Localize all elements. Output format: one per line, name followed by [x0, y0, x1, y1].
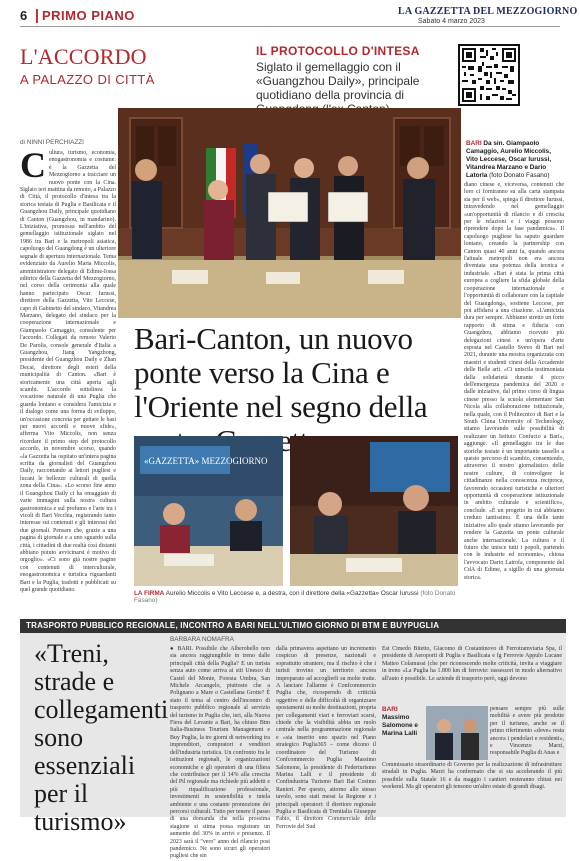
secondary-col-3: [382, 646, 562, 704]
subhead-title: IL PROTOCOLLO D'INTESA: [256, 44, 420, 58]
signing-caption-text: Aurelio Miccolis e Vito Leccese e, a destra, con il direttore della «Gazzetta» Oscar Iurussi: [165, 590, 419, 597]
secondary-col-3-text: Est Cimedo Bitetto, Giacomo di Costantinovo di Ferrotramviaria Spa, il presidente di Aeroporti di Puglia e Basilicata e fg Ferrovie Appulo Lucane Matteo Colamussi (che per riconoscendo molte criticità, invita a viaggiare in treno «La Puglia ha 1.800 km di ferrovie: rassessori in modo alternativo all'auto è possibile. Le aziende di trasporto però, oggi devono: [382, 646, 562, 682]
secondary-col-2: [276, 646, 376, 830]
secondary-col-1-text: ● BARI. Possibile che Alberobello non sia ancora raggiungibile in treno dalle principali città della Puglia? E un turista senza auto come arriva ai siti Unesco di Castel del Monte, Foresta Umbra, San Michele Arcangelo, piuttosto che a Polignano a Mare o Castellana Grotte? È stato il tema al centro dell'incontro di trasporto pubblico regionale al servizio del turismo in Puglia che, ieri, alla Nuova Fiera del Levante a Bari, ha chiuso Btm Italia-Business Tourism Management e Buy Puglia, la tre giorni di networking tra imprenditori, compratori e venditori dell'industria turistica. Un confronto fra le istituzioni regionali, le organizzazioni economiche e gli operatori di una filiera che contribuisce per il 14% alla crescita del Pil regionale ma richiede più addetti e più riqualificazione professionale, investimenti in sostenibilità e tutela ambiente e una costante promozione dei percorsi culturali. Tutto per tenere il passo di una domanda che nella prossima stagione si stima possa registrare un aumento del 30% in arrivi e presenze. Il 2023 sarà il "vero" anno del rilancio post pandemico. Ne sono sicuri gli operatori pugliesi che sin: [170, 646, 270, 860]
masthead: LA GAZZETTA DEL MEZZOGIORNO: [398, 6, 578, 17]
secondary-col-3c-text: Commissario straordinario di Governo per la realizzazione di infrastrutture stradali in Puglia. Marzi ha confermato che si sta accelerando il più possibile sulla Statale 16 e da maggio i cantieri resteranno chiusi nei weekend. Ma gli operatori gli tensono un'altro estate di grandi disagi.: [382, 762, 562, 791]
secondary-photo: [426, 706, 488, 760]
caption-text: Da sin. Giampaolo Camaggio, Aurelio Miccolis, Vito Leccese, Oscar Iurussi, Vitandrea Marzano e Dario Latorla: [466, 140, 552, 179]
caption-credit: (foto Donato Fasano): [489, 172, 550, 179]
article-col-right-text: diano cinese e, viceversa, contenuti che loro ci forniranno su alla carta stampata sia per il web», spiega il direttore Iurussi, intravedendo nel gemellaggio «un'opportunità di rilancio e di crescita per le relazioni e i viaggi possono riprendere dopo la fase pandemica». Il capoluogo pugliese ha saputo guardare lontano, creando la partnership con Canton quasi 40 anni fa, quando ancora l'attuale metropoli non era ancora diventata una potenza della tecnica e industriale. «Bari è stata la prima città europea a cogliere la sfida globale della cooperazione internazionale e l'opportunità di collaborare con la capitale del Guangdong», sostiene Leccese, per poi affidarsi a una citazione. «L'amicizia dura per sempre. Abbiamo stretto un forte rapporto di stima e fiducia con Guangzhou, abbiamo ricevuto più delegazioni cinesi e un'opera d'arte esposta nel Castello Svevo di Bari nel 2021, durante una mostra organizzata con maestri e studenti cinesi della Accademie delle Belle arti. «Ci uniscila testimoniata dalla solidarietà durante il picco dell'emergenza pandemica del 2020 e dalle iniziative, dal primo corso di lingua cinese presso la scuola elementare San Nicola alla collaborazione istituzionale, nella quale, con il Politecnico di Bari e la South China University of Technology, stiamo lavorando sulle possibilità di realizzare un Istituto Confucio a Bari», aggiunge. «Il gemellaggio tra le due storiche testate è un importante tassello a questo percorso di scambio, consentendo, attraverso il nostro giornalistico delle nostre culture, di coinvolgere le cittadinanze nella conoscenza reciproca, favorendo occasioni turistiche e ulteriori opportunità di cooperazione istituzionale in ambito culturale e scientifico», conclude. «È un progetto in cui abbiamo creduto tantissimo. È una delle tante iniziative allo quale stiamo lavorando per rendere la Gazzetta un ponte culturale anche internazionale. La cultura e il futuro che unisce tutti i popoli, partendo con le industrie ed economie», chiosa l'avvocato Dario Latrofa, componente del CdA di Edime, a sigillo di una giornata storica.: [464, 182, 564, 581]
secondary-photo-caption-text: Massimo Salomone e Marina Lalli: [382, 714, 418, 737]
header-divider: [36, 9, 38, 23]
qr-code-pattern: [460, 46, 518, 104]
dropcap: C: [20, 145, 46, 185]
article-col-right: [464, 182, 564, 584]
signing-photo-right: [290, 436, 458, 586]
main-photo-caption: [466, 140, 564, 180]
signing-caption: [134, 590, 464, 604]
secondary-photo-caption: [382, 706, 426, 738]
secondary-col-3c: [382, 762, 562, 814]
article-col-left-text: ultura, turismo, economia, enogastronomia e costume: è la Gazzetta del Mezzogiorno a tracciare un nuovo ponte con la Cina. Siglato ieri mattina da remoto, a Palazzo di Città, il protocollo d'intesa tra la storica testata di Puglia e Basilicata e il Guangzhou Daily, principale quotidiano di Canton (Guangzhou, in mandarino). L'iniziativa, promossa nell'ambito del gemellaggio istituzionale siglato nel 1986 tra Bari e la metropoli asiatica, capoluogo del Guangdong è un ulteriore segnale di apertura internazionale. Tema evidenziato da Aurelio Maria Miccolis, amministratore delegato di Edime-Iossa editrice della Gazzetta del Mezzogiorno, nel corso della cerimonia alla quale hanno partecipato Oscar Iurussi, direttore della Gazzetta, Vito Leccese, capo di Gabinetto del sindaco, Vitandrea Marzano, delegato del sindaco per la cooperazione internazionale e Giampaolo Camaggio, consulente per l'accordo. Collegati da remoto Valerio De Parolis, console generale d'Italia a Guangzhou, Jiang Yangzhong, presidente del Guangzhou Daily e Zhan Decai, direttore degli esteri della municipalità di Canton. «Bari è storicamente una città aperta agli scambi. L'accordo sottolinea la vocazione naturale di una Puglia che guarda lontano e considera l'amicizia e il dialogo come una forma di sviluppo, un'occasione concreta per gettare le basi per nuovi accordi e nuove sfide», afferma Vito Miccolis, non senza ricordare il primo step del protocollo accordo, in novembre scorso, quando «la Gazzetta ha ospitato un'intera pagina scritta da giornalisti del Guangzhou Daily, raccontando ai lettori pugliesi e lucani le bellezze culturali di quella zona della Cina». «Lo scorso fine anno il Guangzhou Daily ci ha omaggiato di varie immagini sulla nostra cultura gastronomica e sul profumo e l'arte tra i vicoli di Bari Vecchia, registrando tanto interesse sui contenuti e gli interessi dei due giornali. Pensare che, grazie a una pagina di giornale e a uno sguardo sulla città, i cittadini di due realtà così distanti abbiano potuto avvicinarsi è motivo di orgoglio». «Ci sono già nostre pagine con contenuti di interculturale, enogastronomica e turistica riguardanti Bari e la Puglia, tradotti e pubblicati su quel grande quotidiano.: [20, 150, 116, 593]
signing-caption-credit: (foto Donato Fasano): [134, 590, 456, 604]
secondary-col-3b: [490, 706, 564, 762]
photo-sign-text: «GAZZETTA» MEZZOGIORNO: [144, 456, 268, 466]
secondary-photo-caption-label: BARI: [382, 706, 398, 713]
kicker-title: L'ACCORDO: [20, 44, 147, 69]
kicker-subtitle: A PALAZZO DI CITTÀ: [20, 72, 155, 87]
secondary-byline: BARBARA NOMAFRA: [170, 636, 234, 643]
main-photo: [118, 108, 461, 318]
signing-photo-left: [134, 436, 283, 586]
secondary-article-kicker: TRASPORTO PUBBLICO REGIONALE, INCONTRO A BARI NELL'ULTIMO GIORNO DI BTM E BUYPUGLIA: [26, 621, 440, 630]
secondary-headline: «Treni, strade e collegamenti sono essenziali per il turismo»: [34, 639, 169, 836]
main-headline: Bari-Canton, un nuovo ponte verso la Cina e l'Oriente nel segno della: [134, 321, 428, 424]
byline: di NINNI PERCHIAZZI: [20, 139, 84, 146]
section-title: PRIMO PIANO: [42, 8, 135, 23]
secondary-col-1: [170, 646, 270, 860]
page-number: 6: [20, 8, 28, 23]
article-col-left: [20, 145, 116, 620]
subhead-text: Siglato il gemellaggio con il «Guangzhou Daily», principale quotidiano della provincia di: [256, 60, 420, 102]
caption-label: BARI: [466, 140, 482, 147]
secondary-col-3b-text: pensare sempre più sulle mobilità e avere più prodotte per il turismo, anche se il primo riferimento «dove» resta ancora i pendolari e residenti», e Vincenzo Marzi, responsabile Puglia di Anas e: [490, 706, 564, 757]
secondary-col-2-text: dalla primavera aspettano un incremento cospicuo di presenze, nazionali e soprattutto straniere, ma il rischio è che i turisti trovino un territorio ancora impreparato ad accoglierli su molte tratte. A lanciare l'allarme è Confcommercio Puglia che, ricosperndo di criticità oggettive e delle difficoltà di organizzare spostamenti su molte destinazioni, propria per collegamenti viari e ferroviari scarsi, chiede che la visibilità abbia un ruolo centrale nella programmazione regionale e «sia inserito uno spazio nel Piano strategico Puglia365 – come dicono il coordinatore del Turismo di Confcommercio Puglia Massimo Salomone, la presidente di Federturismo Marina Lalli e il presidente di Confindustria Turismo Bari Bat Cosimo Ranieri. Per questo, attorno allo stesso tavolo, sono stati messi la Regione e i principali operatori: il direttore regionale Puglia e Basilicata di Trenitalia Giuseppe Fabio, il direttore Commerciale delle Ferrovie del Sud: [276, 646, 376, 830]
issue-date: Sabato 4 marzo 2023: [418, 18, 485, 25]
signing-caption-label: LA FIRMA: [134, 590, 165, 597]
header-rule: [20, 26, 560, 27]
qr-code-icon[interactable]: [458, 44, 520, 106]
